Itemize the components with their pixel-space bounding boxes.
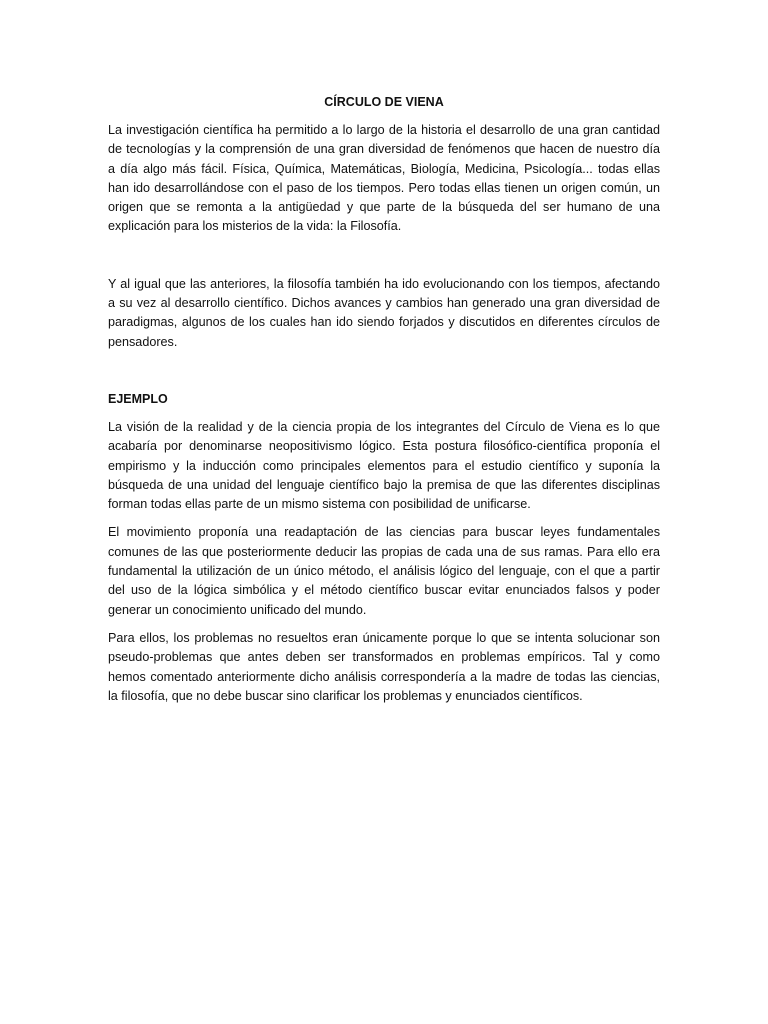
- document-body: [108, 93, 660, 706]
- document-title: CÍRCULO DE VIENA: [324, 95, 444, 109]
- section-paragraph-2: El movimiento proponía una readaptación de las ciencias para buscar leyes fundamentales comunes de las que posteriormente deducir las propias de cada una de sus ramas. Para ello era fundamental la utilización de un único método, el análisis lógico del lenguaje, con el que a partir del uso de la lógica simbólica y el método científico buscar evitar enunciados falsos y poder generar un conocimiento unificado del mundo.: [108, 525, 660, 617]
- section-paragraph-3: Para ellos, los problemas no resueltos eran únicamente porque lo que se intenta solucionar son pseudo-problemas que antes deben ser transformados en problemas empíricos. Tal y como hemos comentado anteriormente dicho análisis correspondería a la madre de todas las ciencias, la filosofía, que no debe buscar sino clarificar los problemas y enunciados científicos.: [108, 630, 660, 703]
- intro-paragraph-2: Y al igual que las anteriores, la filosofía también ha ido evolucionando con los tiempos, afectando a su vez al desarrollo científico. Dichos avances y cambios han generado una gran diversidad de paradigmas, algunos de los cuales han ido siendo forjados y discutidos en diferentes círculos de pensadores.: [108, 276, 660, 349]
- section-heading: EJEMPLO: [108, 391, 168, 406]
- section-paragraph-1: La visión de la realidad y de la ciencia propia de los integrantes del Círculo de Viena es lo que acabaría por denominarse neopositivismo lógico. Esta postura filosófico-científica proponía el empirismo y la inducción como principales elementos para el estudio científico y suponía la búsqueda de una unidad del lenguaje científico bajo la premisa de que las diferentes disciplinas forman todas ellas parte de un mismo sistema con posibilidad de unificarse.: [108, 419, 660, 512]
- intro-paragraph-1: La investigación científica ha permitido a lo largo de la historia el desarrollo de una gran cantidad de tecnologías y la comprensión de una gran diversidad de fenómenos que hacen de nuestro día a día algo más fácil. Física, Química, Matemáticas, Biología, Medicina, Psicología... todas ellas han ido desarrollándose con el paso de los tiempos. Pero todas ellas tienen un origen común, un origen que se remonta a la antigüedad y que parte de la búsqueda del ser humano de una explicación para los misterios de la vida: la Filosofía.: [108, 123, 660, 234]
